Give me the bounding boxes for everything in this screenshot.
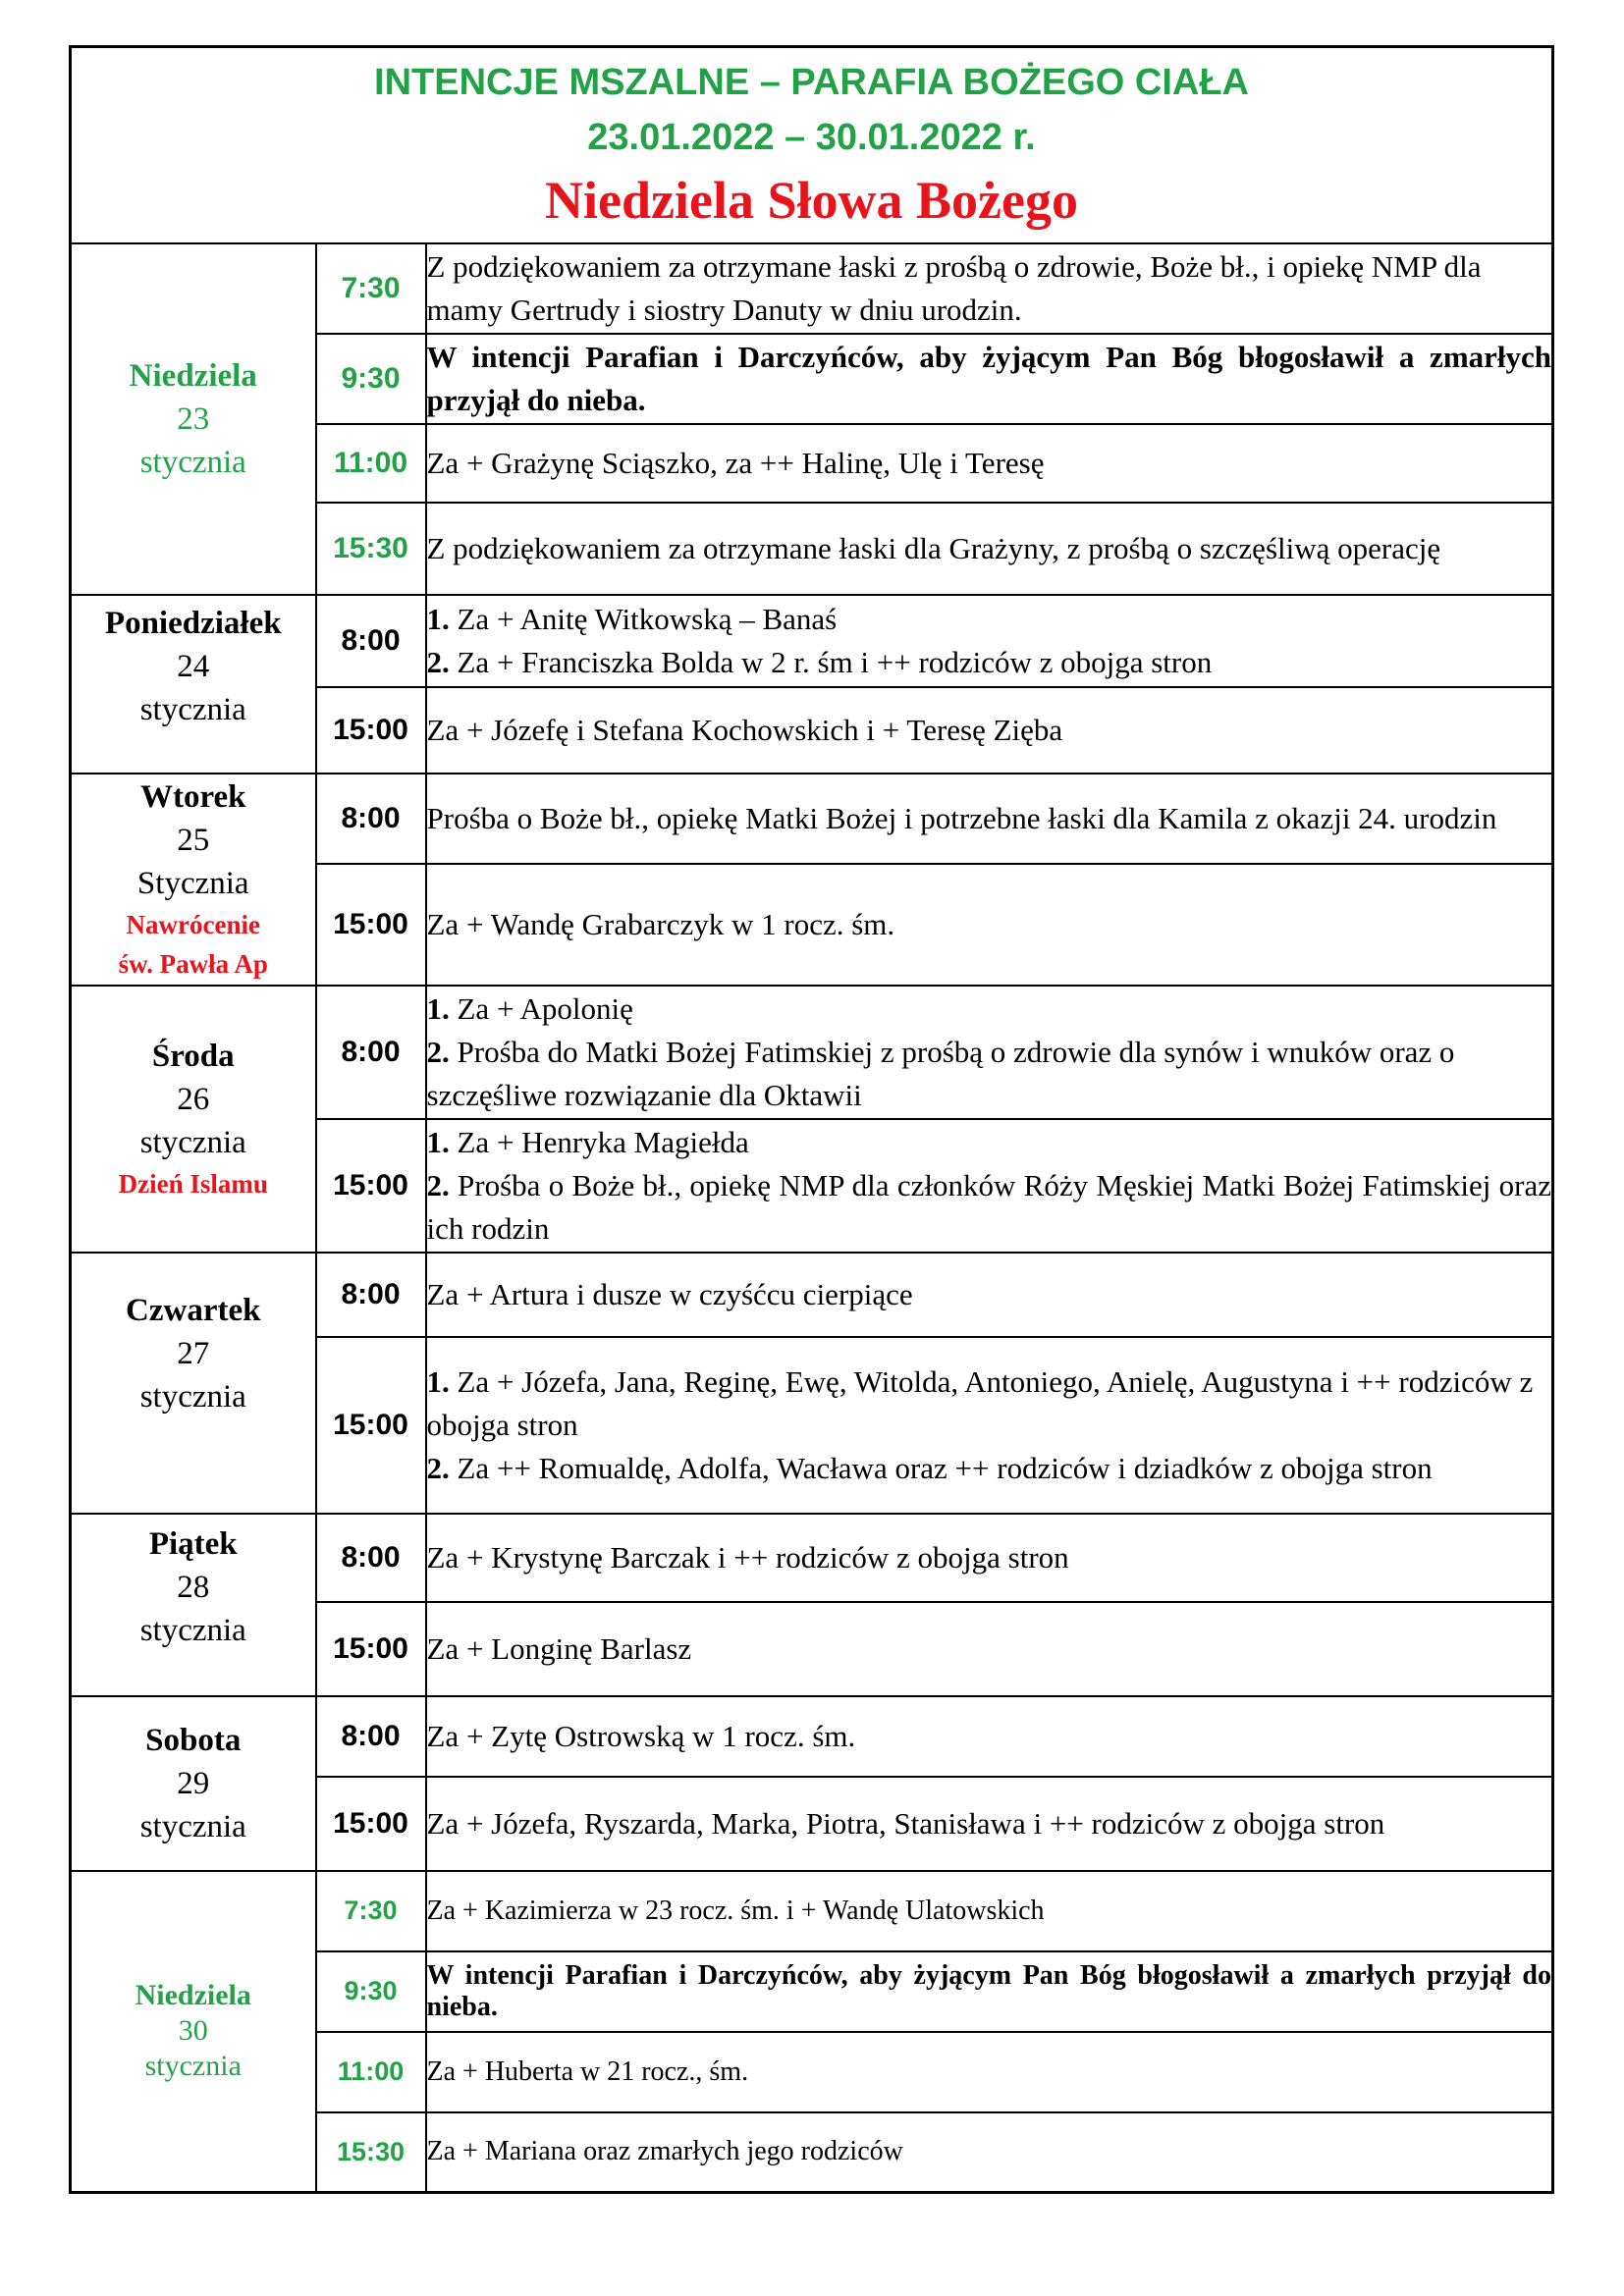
mass-row [71,774,1553,864]
day-month: stycznia [139,1808,246,1844]
mass-time: 15:00 [316,1337,426,1514]
intentions-table [69,45,1554,2194]
mass-time: 15:00 [316,864,426,986]
intention-item: 2. Za ++ Romualdę, Adolfa, Wacława oraz ++ rodziców i dziadków z obojga stron [426,1450,1433,1485]
day-number: 25 [177,822,210,858]
mass-row [71,595,1553,687]
mass-time: 15:30 [316,2112,426,2193]
mass-time: 15:00 [316,1602,426,1696]
day-month: stycznia [139,444,246,480]
intention-item: 2. Za + Franciszka Bolda w 2 r. śm i ++ rodziców z obojga stron [426,644,1213,679]
day-cell-thursday-27 [71,1253,316,1514]
header-row [71,47,1553,243]
day-name: Środa [151,1038,235,1074]
mass-row [71,243,1553,334]
intention-item: 2. Prośba o Boże bł., opiekę NMP dla członków Róży Męskiej Matki Bożej Fatimskiej oraz ich rodzin [426,1167,1552,1246]
day-name: Niedziela [135,1979,251,2012]
day-number: 24 [177,648,210,684]
mass-time: 15:30 [316,503,426,595]
day-month: stycznia [139,1612,246,1648]
intention-item: 1. Za + Apolonię [426,990,633,1026]
day-month: stycznia [139,1378,246,1415]
day-name: Czwartek [126,1292,261,1328]
mass-intention [426,1337,1553,1514]
day-month: Stycznia [136,865,249,901]
mass-time: 8:00 [316,1696,426,1777]
intentions-sheet [69,45,1551,2194]
mass-intention: Za + Mariana oraz zmarłych jego rodziców [426,2112,1553,2193]
day-cell-monday-24 [71,595,316,774]
mass-row [71,1253,1553,1337]
day-number: 23 [177,400,210,437]
day-cell-wednesday-26 [71,986,316,1253]
day-name: Piątek [148,1525,238,1562]
mass-row [71,1696,1553,1777]
mass-intention: Za + Józefę i Stefana Kochowskich i + Teresę Zięba [426,687,1553,774]
day-number: 29 [177,1765,210,1801]
intention-item: 1. Za + Henryka Magiełda [426,1124,749,1159]
mass-intention: Z podziękowaniem za otrzymane łaski z prośbą o zdrowie, Boże bł., i opiekę NMP dla mamy Gertrudy i siostry Danuty w dniu urodzin. [426,243,1553,334]
intention-item: 1. Za + Józefa, Jana, Reginę, Ewę, Witolda, Antoniego, Anielę, Augustyna i ++ rodziców z obojga stron [426,1363,1534,1442]
mass-intention: Prośba o Boże bł., opiekę Matki Bożej i potrzebne łaski dla Kamila z okazji 24. urodzin [426,774,1553,864]
feast-note: Dzień Islamu [118,1168,268,1199]
mass-intention [426,595,1553,687]
mass-intention [426,1119,1553,1253]
feast-note: Nawrócenie [126,909,260,939]
mass-row [71,1871,1553,1951]
mass-intention: Za + Grażynę Sciąszko, za ++ Halinę, Ulę i Teresę [426,424,1553,503]
mass-row [71,986,1553,1119]
mass-time: 7:30 [316,1871,426,1951]
mass-time: 8:00 [316,986,426,1119]
day-name: Niedziela [129,357,257,394]
day-month: stycznia [139,1124,246,1160]
day-cell-sunday-30 [71,1871,316,2193]
date-range: 23.01.2022 – 30.01.2022 r. [587,116,1036,158]
mass-intention: Za + Józefa, Ryszarda, Marka, Piotra, Stanisława i ++ rodziców z obojga stron [426,1777,1553,1871]
mass-intention: Z podziękowaniem za otrzymane łaski dla Grażyny, z prośbą o szczęśliwą operację [426,503,1553,595]
mass-time: 7:30 [316,243,426,334]
day-month: stycznia [144,2050,242,2083]
feast-note: św. Pawła Ap [118,948,268,979]
day-number: 26 [177,1081,210,1117]
mass-time: 9:30 [316,334,426,424]
day-name: Wtorek [139,778,246,815]
mass-time: 15:00 [316,1777,426,1871]
header-cell [71,47,1553,243]
intention-item: 2. Prośba do Matki Bożej Fatimskiej z prośbą o zdrowie dla synów i wnuków oraz o szczęśliwe rozwiązanie dla Oktawii [426,1034,1455,1112]
document-title: INTENCJE MSZALNE – PARAFIA BOŻEGO CIAŁA [374,61,1249,103]
mass-intention: Za + Huberta w 21 rocz., śm. [426,2032,1553,2112]
day-number: 30 [178,2014,208,2048]
mass-row [71,1514,1553,1602]
day-month: stycznia [139,691,246,727]
mass-intention: W intencji Parafian i Darczyńców, aby żyjącym Pan Bóg błogosławił a zmarłych przyjął do nieba. [426,334,1553,424]
mass-intention: Za + Artura i dusze w czyśćcu cierpiące [426,1253,1553,1337]
mass-time: 15:00 [316,687,426,774]
day-name: Poniedziałek [104,605,282,641]
mass-time: 8:00 [316,1514,426,1602]
day-number: 27 [177,1335,210,1371]
day-cell-tuesday-25 [71,774,316,986]
feast-title: Niedziela Słowa Bożego [545,170,1078,230]
day-cell-saturday-29 [71,1696,316,1871]
day-name: Sobota [145,1722,242,1758]
day-number: 28 [177,1569,210,1605]
mass-time: 11:00 [316,2032,426,2112]
mass-intention: Za + Krystynę Barczak i ++ rodziców z obojga stron [426,1514,1553,1602]
mass-intention: Za + Wandę Grabarczyk w 1 rocz. śm. [426,864,1553,986]
mass-time: 8:00 [316,774,426,864]
mass-time: 8:00 [316,1253,426,1337]
mass-intention: W intencji Parafian i Darczyńców, aby żyjącym Pan Bóg błogosławił a zmarłych przyjął do nieba. [426,1951,1553,2032]
mass-intention: Za + Longinę Barlasz [426,1602,1553,1696]
mass-time: 9:30 [316,1951,426,2032]
mass-intention: Za + Kazimierza w 23 rocz. śm. i + Wandę Ulatowskich [426,1871,1553,1951]
mass-intention [426,986,1553,1119]
day-cell-friday-28 [71,1514,316,1696]
mass-time: 8:00 [316,595,426,687]
intention-item: 1. Za + Anitę Witkowską – Banaś [426,601,838,636]
mass-intention: Za + Zytę Ostrowską w 1 rocz. śm. [426,1696,1553,1777]
mass-time: 11:00 [316,424,426,503]
day-cell-sunday-23 [71,243,316,595]
mass-time: 15:00 [316,1119,426,1253]
